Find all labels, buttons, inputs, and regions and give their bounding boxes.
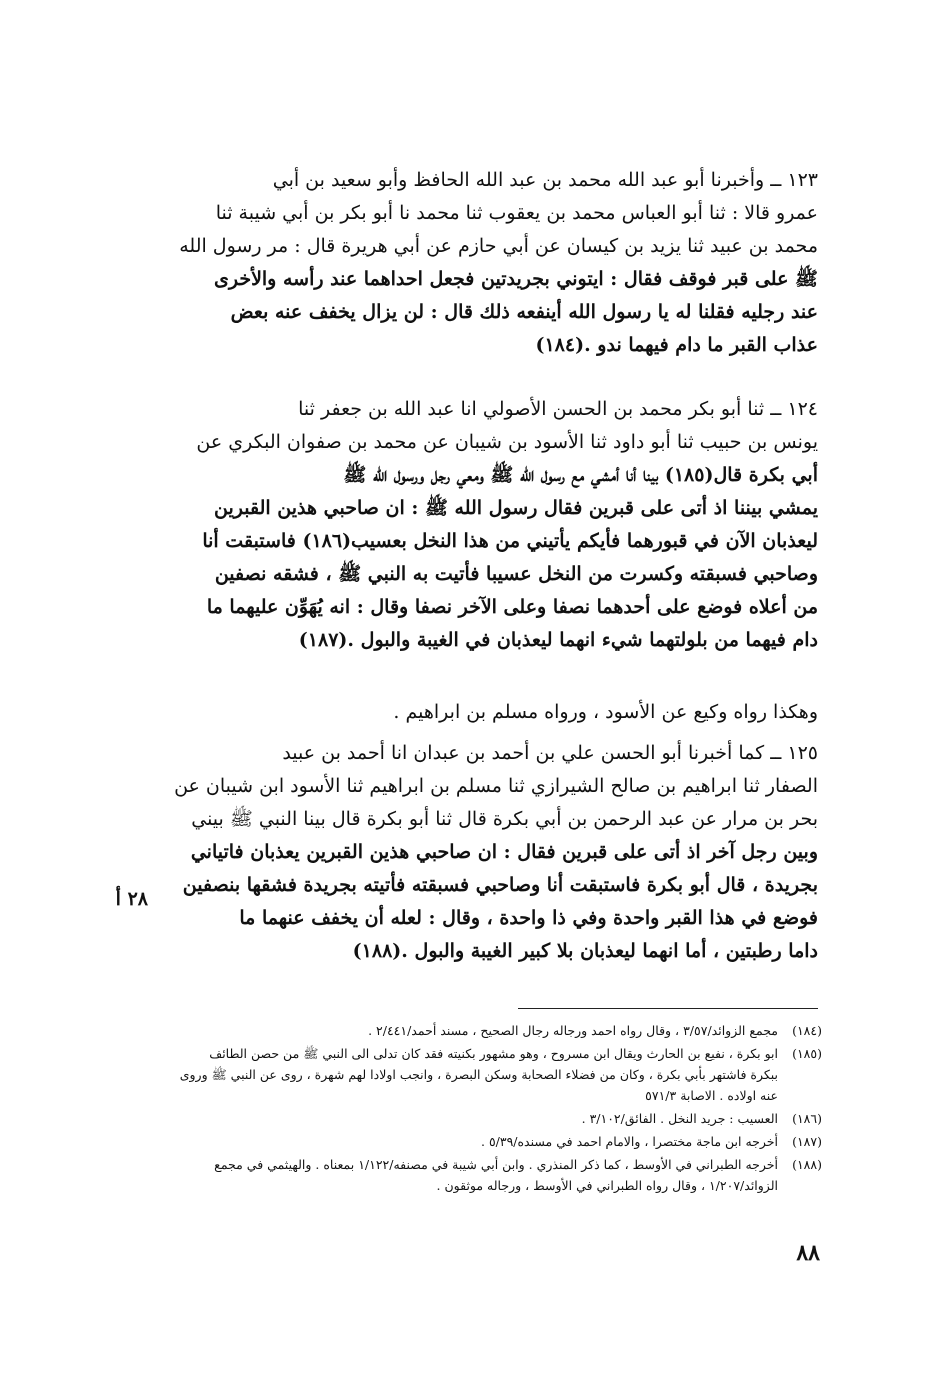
footnote-number: (١٨٧): [792, 1134, 822, 1149]
footnote-number: (١٨٦): [792, 1111, 822, 1126]
footnote: [150, 1020, 822, 1041]
text-line: عذاب القبر ما دام فيهما ندو .(١٨٤): [535, 334, 818, 356]
text-line: فوضع في هذا القبر واحدة وفي ذا واحدة ، وقال : لعله أن يخفف عنهما ما: [239, 907, 818, 929]
text-line: وصاحبي فسبقته وكسرت من النخل عسيبا فأتيت به النبي ﷺ ، فشقه نصفين: [214, 563, 818, 585]
footnote-line: مجمع الزوائد/٣/٥٧ ، وقال رواه احمد ورجاله رجال الصحيح ، مسند أحمد/٢/٤٤١ .: [368, 1023, 778, 1038]
footnote-number: (١٨٥): [792, 1046, 822, 1061]
footnote: [150, 1154, 822, 1196]
page-number: ٨٨: [796, 1240, 820, 1266]
footnote-divider: [518, 1008, 818, 1009]
text-line: ١٢٤ ــ ثنا أبو بكر محمد بن الحسن الأصولي انا عبد الله بن جعفر ثنا: [298, 398, 818, 420]
narration-note: [150, 696, 818, 729]
footnote: [150, 1043, 822, 1106]
footnote-text: [150, 1043, 778, 1106]
hadith-123-paragraph: [150, 164, 818, 362]
hadith-125-paragraph: [150, 737, 818, 968]
footnote-line: الزوائد/١/٢٠٧ ، وقال رواه الطبراني في الأوسط ، ورجاله موثقون .: [436, 1178, 778, 1193]
text-line: ليعذبان الآن في قبورهما فأيكم يأتيني من هذا النخل بعسيب(١٨٦) فاستبقت أنا: [202, 530, 818, 552]
text-line: محمد بن عبيد ثنا يزيد بن كيسان عن أبي حازم عن أبي هريرة قال : مر رسول الله: [179, 235, 818, 257]
text-line: ﷺ على قبر فوقف فقال : ايتوني بجريدتين فجعل احداهما عند رأسه والأخرى: [213, 268, 818, 290]
footnote-line: العسيب : جريد النخل . الفائق/٣/١٠٢ .: [581, 1111, 778, 1126]
footnotes: [150, 1020, 822, 1198]
text-line: من أعلاه فوضع على أحدهما نصفا وعلى الآخر نصفا وقال : انه يُهَوِّن عليهما ما: [206, 596, 818, 618]
footnote: [150, 1108, 822, 1129]
text-line: ١٢٥ ــ كما أخبرنا أبو الحسن علي بن أحمد بن عبدان انا أحمد بن عبيد: [282, 742, 818, 764]
text-line: يونس بن حبيب ثنا أبو داود ثنا الأسود بن شيبان عن محمد بن صفوان البكري عن: [196, 431, 818, 453]
text-line: دام فيهما من بلولتهما شيء انهما ليعذبان في الغيبة والبول .(١٨٧): [298, 629, 818, 651]
text-line: بحر بن مرار عن عبد الرحمن بن أبي بكرة قال ثنا أبو بكرة قال بينا النبي ﷺ بيني: [191, 808, 818, 830]
manuscript-folio-mark: ٢٨ أ: [115, 888, 148, 910]
footnote-number: (١٨٤): [792, 1023, 822, 1038]
text-line: يمشي بيننا اذ أتى على قبرين فقال رسول الله ﷺ : ان صاحبي هذين القبرين: [214, 497, 818, 519]
footnote-text: [150, 1154, 778, 1196]
footnote-text: [150, 1020, 778, 1041]
text-line: داما رطبتين ، أما انهما ليعذبان بلا كبير الغيبة والبول .(١٨٨): [352, 940, 818, 962]
footnote-line: أخرجه الطبراني في الأوسط ، كما ذكر المنذري . وابن أبي شيبة في مصنفه/١/١٢٢ بمعناه . والهيثمي في مجمع: [214, 1157, 778, 1172]
hadith-124-paragraph: [150, 393, 818, 657]
text-line: وهكذا رواه وكيع عن الأسود ، ورواه مسلم بن ابراهيم .: [393, 701, 818, 723]
footnote: [150, 1131, 822, 1152]
footnote-line: أخرجه ابن ماجة مختصرا ، والامام احمد في مسنده/٥/٣٩ .: [480, 1134, 778, 1149]
text-line: عند رجليه فقلنا له يا رسول الله أينفعه ذلك قال : لن يزال يخفف عنه بعض: [230, 301, 818, 323]
text-line: ١٢٣ ــ وأخبرنا أبو عبد الله محمد بن عبد الله الحافظ وأبو سعيد بن أبي: [272, 169, 818, 191]
footnote-number: (١٨٨): [792, 1157, 822, 1172]
text-line: وبين رجل آخر اذ أتى على قبرين فقال : ان صاحبي هذين القبرين يعذبان فاتياني: [190, 841, 818, 863]
text-line: الصفار ثنا ابراهيم بن صالح الشيرازي ثنا مسلم بن ابراهيم ثنا الأسود ابن شيبان عن: [174, 775, 818, 797]
footnote-text: [150, 1108, 778, 1129]
footnote-line: ببكرة فاشتهر بأبي بكرة ، وكان من فضلاء الصحابة وسكن البصرة ، وانجب اولادا لهم شهرة ، روى عن النبي ﷺ وروى: [179, 1067, 778, 1082]
text-line: عمرو قالا : ثنا أبو العباس محمد بن يعقوب ثنا محمد نا أبو بكر بن أبي شيبة ثنا: [215, 202, 818, 224]
footnote-line: ابو بكرة ، نفيع بن الحارث ويقال ابن مسروح ، وهو مشهور بكنيته فقد كان تدلى الى النبي ﷺ من حصن الطائف: [209, 1046, 778, 1061]
footnote-text: [150, 1131, 778, 1152]
footnote-line: عنه اولاده . الاصابة ٥٧١/٣: [645, 1088, 778, 1103]
text-line: أبي بكرة قال(١٨٥) بينا أنا أمشي مع رسول الله ﷺ ومعي رجل ورسول الله ﷺ: [343, 464, 818, 486]
text-line: بجريدة ، قال أبو بكرة فاستبقت أنا وصاحبي فسبقته فأتيته بجريدة فشقها بنصفين: [182, 874, 818, 896]
